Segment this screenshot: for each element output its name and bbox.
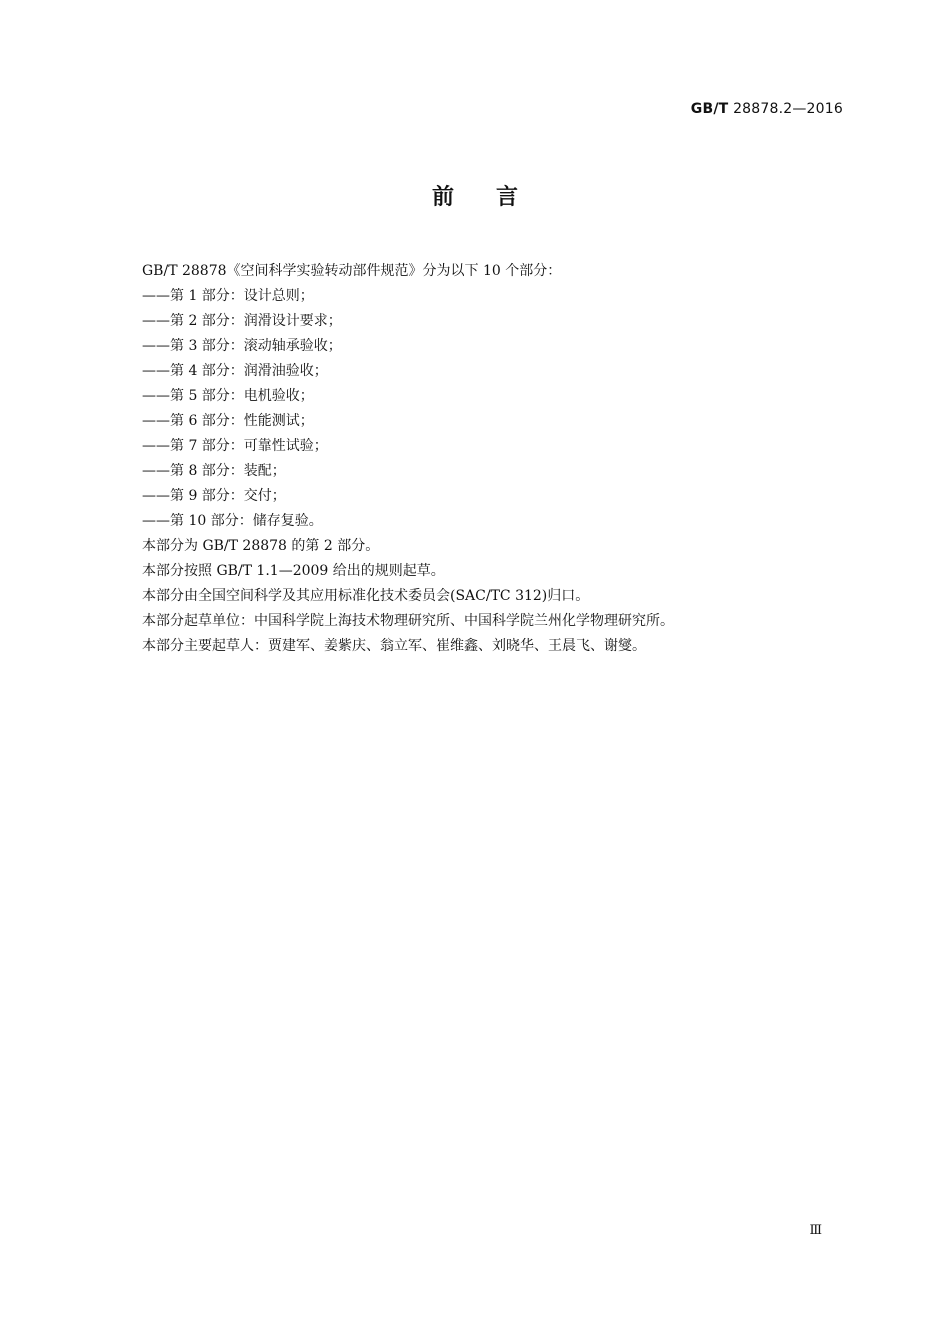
part-item-4: ——第 4 部分：润滑油验收； (142, 363, 328, 379)
part-item-1: ——第 1 部分：设计总则； (142, 288, 314, 304)
part-item-7: ——第 7 部分：可靠性试验； (142, 438, 328, 454)
statement-drafting-units: 本部分起草单位：中国科学院上海技术物理研究所、中国科学院兰州化学物理研究所。 (142, 613, 674, 629)
foreword-body (142, 259, 842, 659)
statement-committee: 本部分由全国空间科学及其应用标准化技术委员会(SAC/TC 312)归口。 (142, 588, 590, 604)
part-item-3: ——第 3 部分：滚动轴承验收； (142, 338, 342, 354)
page-number: Ⅲ (809, 1223, 822, 1238)
statement-drafting-rules: 本部分按照 GB/T 1.1—2009 给出的规则起草。 (142, 563, 445, 579)
part-item-6: ——第 6 部分：性能测试； (142, 413, 314, 429)
part-item-5: ——第 5 部分：电机验收； (142, 388, 314, 404)
page-title: 前言 (431, 185, 560, 210)
part-item-8: ——第 8 部分：装配； (142, 463, 286, 479)
statement-drafters: 本部分主要起草人：贾建军、姜紫庆、翁立军、崔维鑫、刘晓华、王晨飞、谢燮。 (142, 638, 646, 654)
part-item-2: ——第 2 部分：润滑设计要求； (142, 313, 342, 329)
intro-line: GB/T 28878《空间科学实验转动部件规范》分为以下 10 个部分： (142, 263, 562, 279)
standard-code (691, 101, 843, 117)
standard-code-number: 28878.2—2016 (733, 101, 843, 117)
part-item-10: ——第 10 部分：储存复验。 (142, 513, 323, 529)
statement-part-number: 本部分为 GB/T 28878 的第 2 部分。 (142, 538, 380, 554)
standard-code-prefix: GB/T (690, 101, 729, 117)
part-item-9: ——第 9 部分：交付； (142, 488, 286, 504)
